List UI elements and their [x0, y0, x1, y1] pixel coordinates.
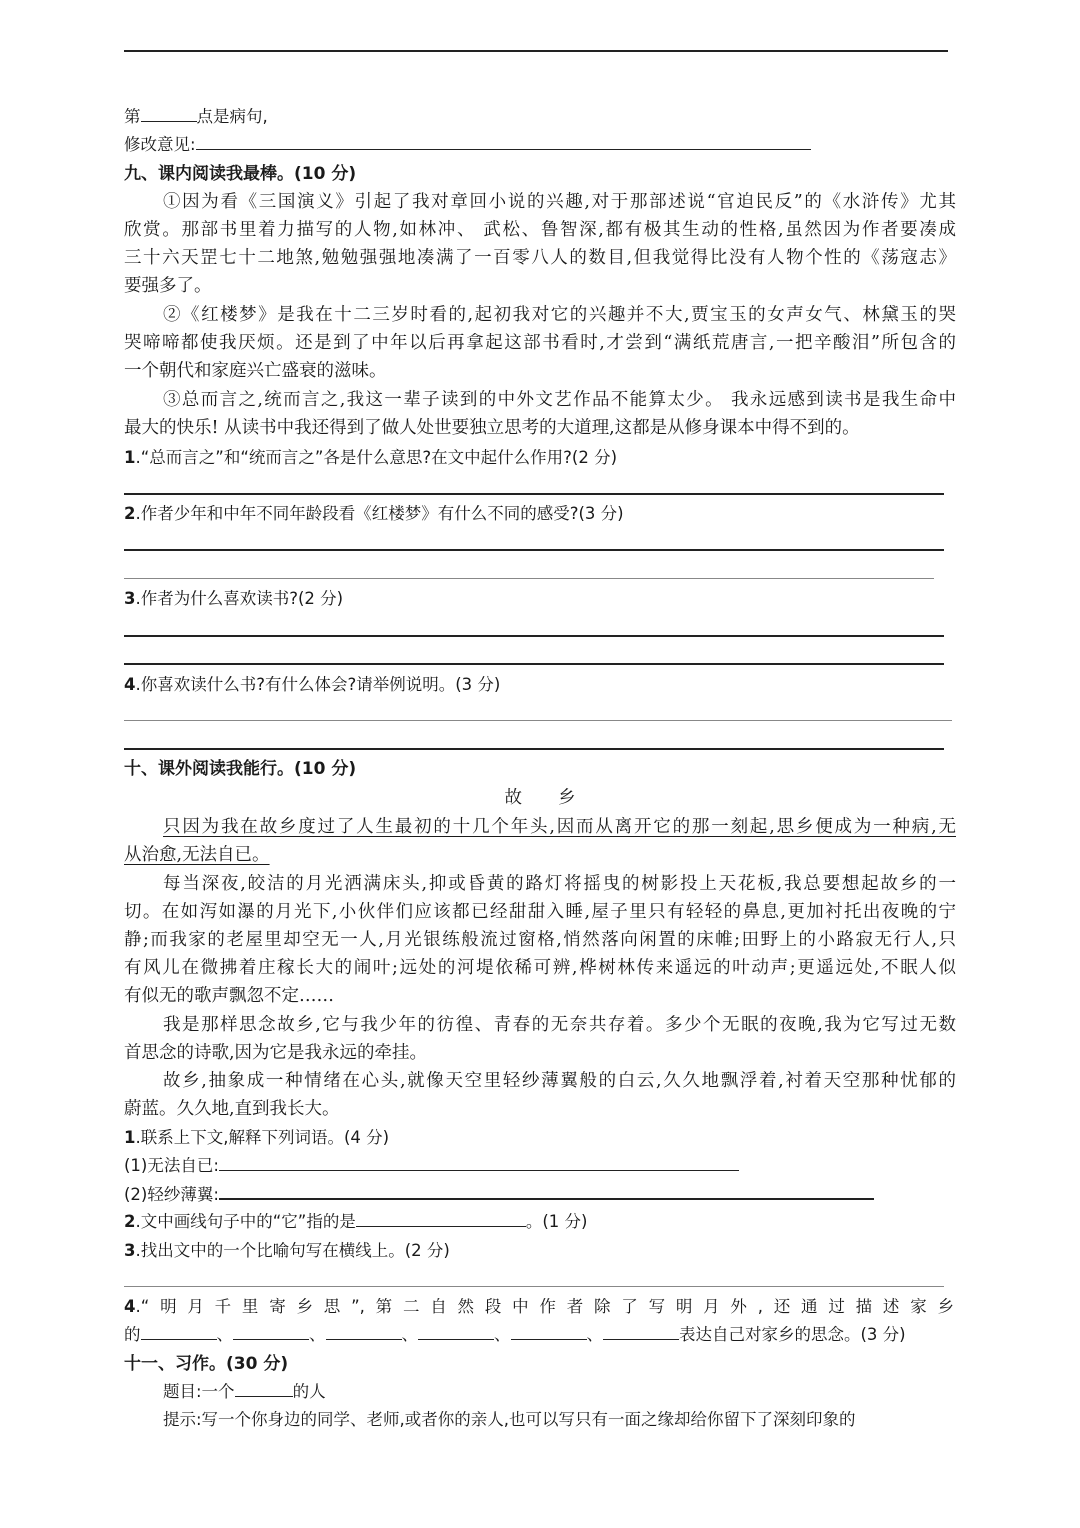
s10-question-1: 1.联系上下文,解释下列词语。(4 分): [124, 1128, 390, 1147]
s10-para3-line1: 我是那样思念故乡,它与我少年的彷徨、青春的无奈共存着。多少个无眠的夜晚,我为它写过无数: [163, 1015, 956, 1035]
revise-line: 修改意见:: [124, 131, 956, 159]
s9-para3-line1: ③总而言之,统而言之,我这一辈子读到的中外文艺作品不能算太少。 我永远感到读书是我生命中: [163, 390, 956, 410]
s10-para3-line2: 首思念的诗歌,因为它是我永远的牵挂。: [124, 1043, 428, 1063]
s9-para2-line1: ②《红楼梦》是我在十二三岁时看的,起初我对它的兴趣并不大,贾宝玉的女声女气、林黛玉的哭: [163, 305, 956, 325]
s10-q4-blank-3[interactable]: [326, 1321, 402, 1340]
s10-q4-blank-5[interactable]: [511, 1321, 587, 1340]
top-rule: [124, 50, 948, 52]
s9-q3-answer-line-2[interactable]: [124, 663, 944, 665]
revise-blank[interactable]: [196, 131, 811, 150]
s9-para1-line1: ①因为看《三国演义》引起了我对章回小说的兴趣,对于那部述说“官迫民反”的《水浒传》尤其: [163, 192, 956, 212]
s10-para4-line2: 蔚蓝。久久地,直到我长大。: [124, 1099, 340, 1119]
s10-q4-blank-1[interactable]: [141, 1321, 217, 1340]
s9-q3-answer-line-1[interactable]: [124, 635, 944, 637]
s10-para2-line1: 每当深夜,皎洁的月光洒满床头,抑或昏黄的路灯将摇曳的树影投上天花板,我总要想起故乡的一: [163, 874, 956, 894]
s10-question-4-cont: 的 、 、 、 、 、 表达自己对家乡的思念。(3 分): [124, 1321, 956, 1349]
s10-q1a-blank[interactable]: [219, 1152, 739, 1171]
s9-q4-answer-line-2[interactable]: [124, 748, 944, 750]
s9-para2-line3: 一个朝代和家庭兴亡盛衰的滋味。: [124, 361, 387, 381]
s9-para2-line2: 哭啼啼都使我厌烦。还是到了中年以后再拿起这部书看时,才尝到“满纸荒唐言,一把辛酸泪”所包含的: [124, 333, 956, 353]
s10-question-4: 4.“明月千里寄乡思”,第二自然段中作者除了写明月外,还通过描述家乡: [124, 1297, 954, 1316]
s10-question-3: 3.找出文中的一个比喻句写在横线上。(2 分): [124, 1241, 450, 1260]
s9-q4-answer-line-1[interactable]: [124, 720, 952, 721]
s10-q4-blank-6[interactable]: [603, 1321, 679, 1340]
story-title: 故 乡: [504, 788, 576, 808]
essay-topic-blank[interactable]: [235, 1378, 293, 1397]
s10-para2-line5: 有似无的歌声飘忽不定……: [124, 986, 334, 1006]
s10-q3-answer-line[interactable]: [124, 1286, 944, 1287]
s10-q4-blank-2[interactable]: [233, 1321, 309, 1340]
section10-title: 十、课外阅读我能行。(10 分): [124, 759, 357, 779]
s10-q1b: (2)轻纱薄翼:: [124, 1180, 956, 1209]
s10-q1b-blank[interactable]: [219, 1180, 874, 1200]
s9-para1-line4: 要强多了。: [124, 276, 212, 296]
s9-q2-answer-line-1[interactable]: [124, 549, 944, 551]
essay-topic: 题目:一个 的人: [163, 1378, 956, 1406]
essay-hint: 提示:写一个你身边的同学、老师,或者你的亲人,也可以写只有一面之缘却给你留下了深刻印象的: [163, 1410, 856, 1429]
s10-q1a: (1)无法自已:: [124, 1152, 956, 1180]
s9-para3-line2: 最大的快乐! 从读书中我还得到了做人处世要独立思考的大道理,这都是从修身课本中得不到的。: [124, 418, 860, 438]
s9-para1-line3: 三十六天罡七十二地煞,勉勉强强地凑满了一百零八人的数目,但我觉得比没有人物个性的《荡寇志》: [124, 248, 956, 268]
section9-title: 九、课内阅读我最棒。(10 分): [124, 164, 357, 184]
section11-title: 十一、习作。(30 分): [124, 1354, 289, 1374]
s10-para2-line4: 有风儿在微拂着庄稼长大的闹叶;远处的河堤依稀可辨,桦树林传来遥远的叶动声;更遥远处,不眠人似: [124, 958, 956, 978]
s9-question-3: 3.作者为什么喜欢读书?(2 分): [124, 589, 344, 608]
s10-q4-blank-4[interactable]: [418, 1321, 494, 1340]
s9-q1-answer-line[interactable]: [124, 493, 944, 495]
s9-question-4: 4.你喜欢读什么书?有什么体会?请举例说明。(3 分): [124, 675, 501, 694]
s10-q2-blank[interactable]: [356, 1208, 526, 1227]
sick-sentence-blank[interactable]: [141, 103, 197, 122]
s9-question-1: 1.“总而言之”和“统而言之”各是什么意思?在文中起什么作用?(2 分): [124, 448, 618, 467]
s10-para4-line1: 故乡,抽象成一种情绪在心头,就像天空里轻纱薄翼般的白云,久久地飘浮着,衬着天空那种忧郁的: [163, 1071, 956, 1091]
s10-para1-line1: 只因为我在故乡度过了人生最初的十几个年头,因而从离开它的那一刻起,思乡便成为一种病,无: [163, 817, 956, 837]
s10-para2-line2: 切。在如泻如瀑的月光下,小伙伴们应该都已经甜甜入睡,屋子里只有轻轻的鼻息,更加衬托出夜晚的宁: [124, 902, 956, 922]
s10-para1-line2: 从治愈,无法自已。: [124, 845, 270, 865]
s9-q2-answer-line-2[interactable]: [124, 578, 934, 579]
sick-sentence-line: 第 点是病句,: [124, 103, 956, 131]
s10-question-2: 2.文中画线句子中的“它”指的是 。(1 分): [124, 1208, 956, 1236]
s9-para1-line2: 欣赏。那部书里着力描写的人物,如林冲、 武松、鲁智深,都有极其生动的性格,虽然因为作者要凑成: [124, 220, 956, 240]
s10-para2-line3: 静;而我家的老屋里却空无一人,月光银练般流过窗格,悄然落向闲置的床帷;田野上的小路寂无行人,只: [124, 930, 956, 950]
s9-question-2: 2.作者少年和中年不同年龄段看《红楼梦》有什么不同的感受?(3 分): [124, 504, 624, 523]
